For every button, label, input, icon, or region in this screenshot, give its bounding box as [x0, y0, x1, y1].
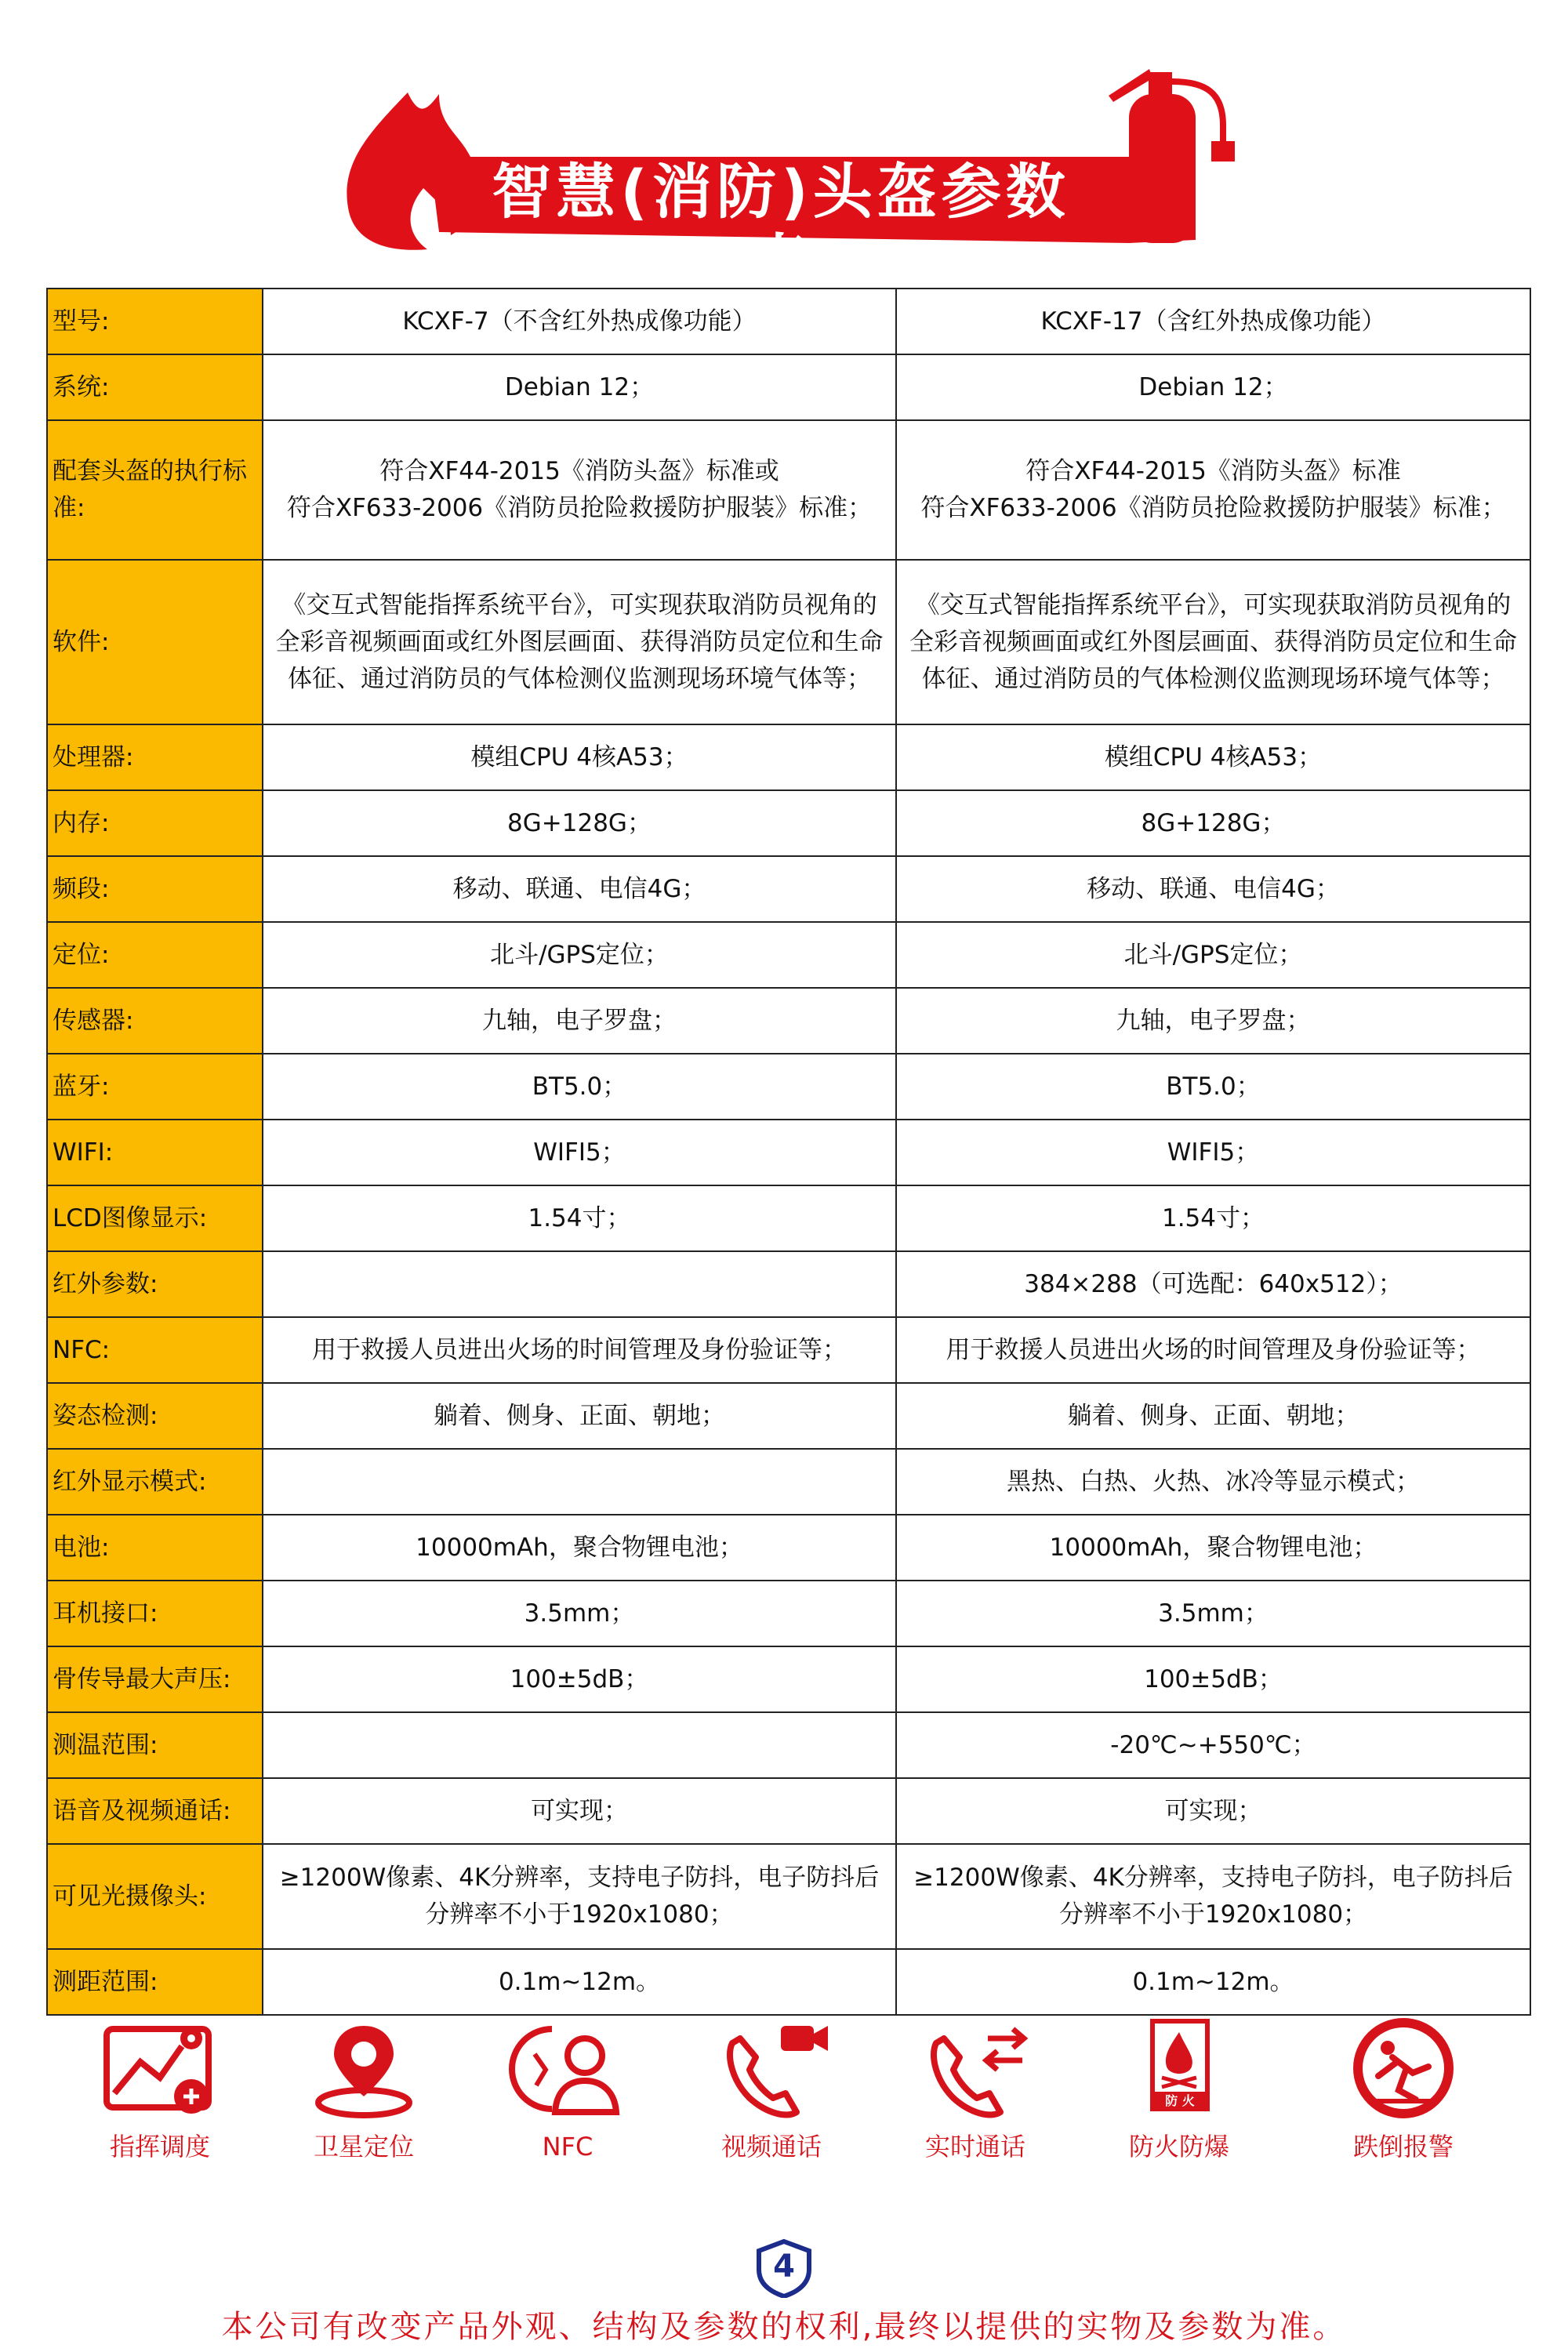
spec-label: 测距范围: [47, 1949, 263, 2015]
spec-value-kcxf7: 100±5dB； [263, 1646, 896, 1712]
spec-value-kcxf7: 躺着、侧身、正面、朝地； [263, 1383, 896, 1449]
feature-label: NFC [542, 2132, 593, 2161]
feature-nfc [489, 2015, 646, 2162]
spec-value-kcxf7: Debian 12； [263, 354, 896, 420]
spec-value-kcxf7: 北斗/GPS定位； [263, 922, 896, 988]
spec-label: 电池: [47, 1515, 263, 1581]
spec-row [47, 1844, 1530, 1949]
spec-value-kcxf7: 0.1m~12m。 [263, 1949, 896, 2015]
spec-label: 配套头盔的执行标准: [47, 420, 263, 560]
spec-table [46, 288, 1531, 2016]
spec-value-kcxf7: WIFI5； [263, 1120, 896, 1185]
fireproof-badge-text: 防 火 [1165, 2093, 1195, 2108]
spec-label: 红外参数: [47, 1251, 263, 1317]
spec-value-kcxf17: 北斗/GPS定位； [896, 922, 1530, 988]
spec-value-kcxf17: 3.5mm； [896, 1581, 1530, 1646]
spec-label: 红外显示模式: [47, 1449, 263, 1515]
spec-label: 内存: [47, 790, 263, 856]
spec-value-kcxf17: 黑热、白热、火热、冰冷等显示模式； [896, 1449, 1530, 1515]
spec-row [47, 1515, 1530, 1581]
feature-label: 视频通话 [720, 2132, 822, 2161]
spec-row [47, 922, 1530, 988]
spec-row [47, 1383, 1530, 1449]
spec-label: 传感器: [47, 988, 263, 1054]
spec-label: 软件: [47, 560, 263, 724]
spec-row [47, 1778, 1530, 1844]
spec-value-kcxf17: 躺着、侧身、正面、朝地； [896, 1383, 1530, 1449]
feature-label: 实时通话 [924, 2132, 1025, 2161]
satellite-location-icon [301, 2015, 426, 2125]
spec-label: 处理器: [47, 724, 263, 790]
spec-label: 可见光摄像头: [47, 1844, 263, 1949]
spec-label: 语音及视频通话: [47, 1778, 263, 1844]
spec-label: 骨传导最大声压: [47, 1646, 263, 1712]
spec-row [47, 560, 1530, 724]
feature-command-dispatch [82, 2015, 238, 2162]
page-number: 4 [773, 2249, 795, 2285]
spec-value-kcxf17: 移动、联通、电信4G； [896, 856, 1530, 922]
spec-row [47, 1120, 1530, 1185]
spec-value-kcxf17: 384×288（可选配：640x512）； [896, 1251, 1530, 1317]
spec-value-kcxf17: 10000mAh，聚合物锂电池； [896, 1515, 1530, 1581]
spec-row [47, 790, 1530, 856]
spec-label: 测温范围: [47, 1712, 263, 1778]
fireproof-icon [1116, 2015, 1242, 2125]
spec-value-kcxf7 [263, 1449, 896, 1515]
spec-row [47, 1949, 1530, 2015]
spec-value-kcxf17: 符合XF44-2015《消防头盔》标准 符合XF633-2006《消防员抢险救援防护服装》标准； [896, 420, 1530, 560]
spec-row [47, 354, 1530, 420]
spec-value-kcxf17: Debian 12； [896, 354, 1530, 420]
header-banner [0, 0, 1568, 297]
spec-value-kcxf7: BT5.0； [263, 1054, 896, 1120]
feature-satellite-location [285, 2015, 442, 2162]
spec-value-kcxf17: KCXF-17（含红外热成像功能） [896, 289, 1530, 354]
command-dispatch-icon [97, 2015, 223, 2125]
feature-label: 跌倒报警 [1352, 2132, 1454, 2161]
spec-row [47, 1581, 1530, 1646]
spec-value-kcxf7: 符合XF44-2015《消防头盔》标准或 符合XF633-2006《消防员抢险救援防护服装》标准； [263, 420, 896, 560]
spec-row [47, 289, 1530, 354]
spec-value-kcxf7: 1.54寸； [263, 1185, 896, 1251]
fall-alarm-icon [1341, 2015, 1466, 2125]
nfc-user-icon [505, 2015, 630, 2125]
spec-label: 系统: [47, 354, 263, 420]
flame-icon [347, 93, 478, 250]
spec-value-kcxf17: BT5.0； [896, 1054, 1530, 1120]
feature-label: 卫星定位 [313, 2132, 414, 2161]
spec-label: 耳机接口: [47, 1581, 263, 1646]
page-title: 智慧(消防)头盔参数表 [492, 157, 1070, 297]
spec-row [47, 1054, 1530, 1120]
spec-value-kcxf7: 用于救援人员进出火场的时间管理及身份验证等； [263, 1317, 896, 1383]
spec-value-kcxf17: -20℃~+550℃； [896, 1712, 1530, 1778]
feature-label: 指挥调度 [109, 2132, 210, 2161]
spec-row [47, 1449, 1530, 1515]
feature-fireproof [1101, 2015, 1258, 2162]
spec-value-kcxf17: 九轴，电子罗盘； [896, 988, 1530, 1054]
spec-label: 姿态检测: [47, 1383, 263, 1449]
spec-label: NFC: [47, 1317, 263, 1383]
spec-row [47, 856, 1530, 922]
spec-value-kcxf17: 1.54寸； [896, 1185, 1530, 1251]
spec-value-kcxf7: 模组CPU 4核A53； [263, 724, 896, 790]
spec-row [47, 724, 1530, 790]
disclaimer: 本公司有改变产品外观、结构及参数的权利,最终以提供的实物及参数为准。 [221, 2309, 1347, 2345]
feature-realtime-call [897, 2015, 1054, 2162]
spec-value-kcxf7: 10000mAh，聚合物锂电池； [263, 1515, 896, 1581]
spec-label: LCD图像显示: [47, 1185, 263, 1251]
spec-row [47, 1317, 1530, 1383]
spec-label: WIFI: [47, 1120, 263, 1185]
spec-value-kcxf17: 用于救援人员进出火场的时间管理及身份验证等； [896, 1317, 1530, 1383]
feature-fall-alarm [1325, 2015, 1482, 2162]
spec-value-kcxf7: 可实现； [263, 1778, 896, 1844]
spec-row [47, 1712, 1530, 1778]
spec-value-kcxf7: 移动、联通、电信4G； [263, 856, 896, 922]
spec-label: 型号: [47, 289, 263, 354]
realtime-call-icon [913, 2015, 1038, 2125]
spec-row [47, 1646, 1530, 1712]
spec-value-kcxf17: WIFI5； [896, 1120, 1530, 1185]
spec-value-kcxf17: 100±5dB； [896, 1646, 1530, 1712]
spec-value-kcxf7: 《交互式智能指挥系统平台》，可实现获取消防员视角的全彩音视频画面或红外图层画面、获得消防员定位和生命体征、通过消防员的气体检测仪监测现场环境气体等； [263, 560, 896, 724]
spec-value-kcxf17: 0.1m~12m。 [896, 1949, 1530, 2015]
spec-value-kcxf7: ≥1200W像素、4K分辨率，支持电子防抖，电子防抖后分辨率不小于1920x1080； [263, 1844, 896, 1949]
spec-value-kcxf7: 九轴，电子罗盘； [263, 988, 896, 1054]
spec-row [47, 420, 1530, 560]
video-call-icon [709, 2015, 834, 2125]
feature-icons [0, 2015, 1568, 2172]
feature-video-call [693, 2015, 850, 2162]
spec-row [47, 988, 1530, 1054]
feature-label: 防火防爆 [1128, 2132, 1229, 2161]
spec-value-kcxf17: ≥1200W像素、4K分辨率，支持电子防抖，电子防抖后分辨率不小于1920x1080； [896, 1844, 1530, 1949]
spec-value-kcxf7: KCXF-7（不含红外热成像功能） [263, 289, 896, 354]
spec-value-kcxf17: 《交互式智能指挥系统平台》，可实现获取消防员视角的全彩音视频画面或红外图层画面、获得消防员定位和生命体征、通过消防员的气体检测仪监测现场环境气体等； [896, 560, 1530, 724]
spec-label: 频段: [47, 856, 263, 922]
spec-value-kcxf7: 8G+128G； [263, 790, 896, 856]
spec-value-kcxf17: 8G+128G； [896, 790, 1530, 856]
spec-row [47, 1185, 1530, 1251]
spec-value-kcxf17: 模组CPU 4核A53； [896, 724, 1530, 790]
spec-label: 定位: [47, 922, 263, 988]
spec-value-kcxf17: 可实现； [896, 1778, 1530, 1844]
spec-label: 蓝牙: [47, 1054, 263, 1120]
spec-row [47, 1251, 1530, 1317]
spec-value-kcxf7 [263, 1251, 896, 1317]
spec-value-kcxf7: 3.5mm； [263, 1581, 896, 1646]
spec-value-kcxf7 [263, 1712, 896, 1778]
